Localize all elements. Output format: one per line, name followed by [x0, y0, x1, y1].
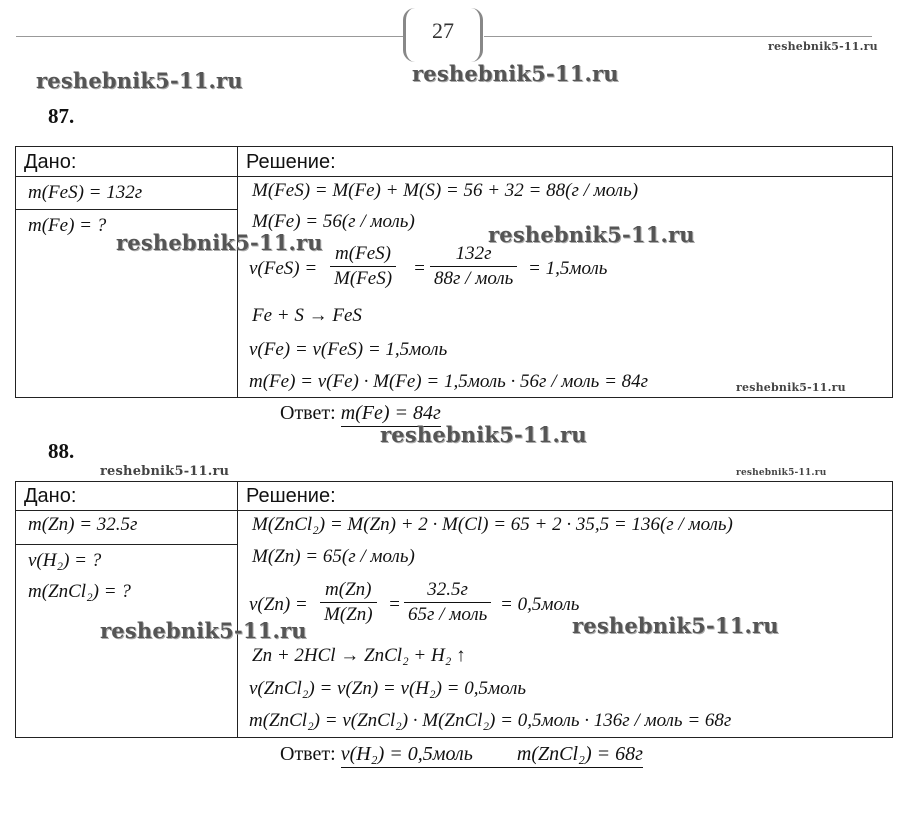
equals-sign: = [413, 258, 426, 279]
answer-line [280, 743, 643, 766]
fraction-numerator: m(FeS) [335, 243, 391, 264]
given-rule [15, 544, 237, 545]
fraction-numerator: m(Zn) [325, 579, 372, 600]
header-rule-left [16, 36, 403, 37]
fraction-result: = 0,5моль [500, 594, 580, 615]
fraction-denominator: M(FeS) [334, 268, 393, 289]
answer-value: ν(H₂) = 0,5моль [341, 743, 517, 768]
fraction [320, 579, 377, 626]
answer-label: Ответ: [280, 402, 336, 424]
fraction-result: = 1,5моль [528, 258, 608, 279]
solution-step: m(ZnCl₂) = ν(ZnCl₂) · M(ZnCl₂) = 0,5моль · 136г / моль = 68г [249, 710, 732, 731]
find-value: m(Fe) = ? [28, 215, 107, 236]
solution-step: ν(ZnCl₂) = ν(Zn) = ν(H₂) = 0,5моль [249, 678, 527, 699]
watermark: reshebnik5-11.ru [100, 618, 307, 643]
fraction-denominator: M(Zn) [324, 604, 373, 625]
page-number: 27 [403, 8, 483, 62]
fraction [330, 243, 396, 290]
table-divider [237, 146, 238, 398]
watermark: reshebnik5-11.ru [736, 381, 846, 394]
find-value: m(ZnCl₂) = ? [28, 581, 131, 602]
given-value: m(Zn) = 32.5г [28, 514, 138, 535]
answer-value: m(Fe) = 84г [341, 402, 441, 427]
watermark: reshebnik5-11.ru [100, 464, 230, 479]
given-header: Дано: [24, 151, 77, 173]
fraction-denominator: 65г / моль [408, 604, 488, 625]
given-value: m(FeS) = 132г [28, 182, 143, 203]
watermark: reshebnik5-11.ru [412, 61, 619, 86]
watermark: reshebnik5-11.ru [380, 422, 587, 447]
find-value: ν(H₂) = ? [28, 550, 102, 571]
solution-step: M(ZnCl₂) = M(Zn) + 2 · M(Cl) = 65 + 2 · 35,5 = 136(г / моль) [252, 514, 733, 535]
solution-step: Zn + 2HCl → ZnCl₂ + H₂ ↑ [252, 645, 466, 666]
fraction-bar [320, 602, 377, 603]
solution-step: M(Zn) = 65(г / моль) [252, 546, 415, 567]
table-header-rule [15, 510, 893, 511]
fraction [430, 243, 517, 290]
table-divider [237, 481, 238, 738]
fraction-denominator: 88г / моль [434, 268, 514, 289]
solution-header: Решение: [246, 485, 336, 507]
solution-step: M(Fe) = 56(г / моль) [252, 211, 415, 232]
solution-header: Решение: [246, 151, 336, 173]
problem-number: 87. [48, 104, 75, 128]
header-rule-right [484, 36, 872, 37]
fraction-numerator: 132г [455, 243, 492, 264]
fraction-lhs: ν(FeS) = [249, 258, 318, 279]
watermark: reshebnik5-11.ru [736, 468, 827, 478]
watermark: reshebnik5-11.ru [116, 230, 323, 255]
fraction-bar [404, 602, 491, 603]
fraction-bar [330, 266, 396, 267]
problem-number: 88. [48, 439, 75, 463]
solution-step: M(FeS) = M(Fe) + M(S) = 56 + 32 = 88(г / моль) [252, 180, 639, 201]
given-header: Дано: [24, 485, 77, 507]
answer-value: m(ZnCl₂) = 68г [517, 743, 643, 768]
fraction-lhs: ν(Zn) = [249, 594, 308, 615]
solution-step: Fe + S → FeS [252, 305, 362, 326]
given-rule [15, 209, 237, 210]
answer-label: Ответ: [280, 743, 336, 765]
table-header-rule [15, 176, 893, 177]
equals-sign: = [388, 594, 401, 615]
solution-step: m(Fe) = ν(Fe) · M(Fe) = 1,5моль · 56г / моль = 84г [249, 371, 649, 392]
fraction [404, 579, 491, 626]
fraction-numerator: 32.5г [427, 579, 468, 600]
watermark: reshebnik5-11.ru [768, 40, 878, 53]
watermark: reshebnik5-11.ru [488, 222, 695, 247]
watermark: reshebnik5-11.ru [572, 613, 779, 638]
solution-step: ν(Fe) = ν(FeS) = 1,5моль [249, 339, 448, 360]
fraction-bar [430, 266, 517, 267]
watermark: reshebnik5-11.ru [36, 68, 243, 93]
